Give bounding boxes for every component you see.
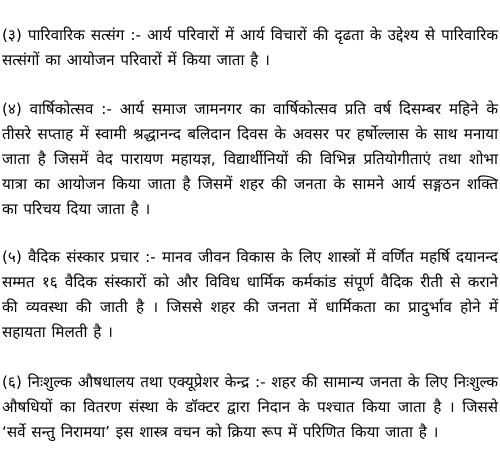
paragraph-vedic-sanskar: (५) वैदिक संस्कार प्रचार :- मानव जीवन विकास के लिए शास्त्रों में वर्णित महर्षि दयानन्द सम्मत १६ वैदिक संस्कारों को और विविध धार्मिक कर्मकांड संपूर्ण वैदिक रीती से कराने की व्यवस्था की जाती है । जिससे शहर की जनता में धार्मिकता का प्रादुर्भाव होने में सहायता मिलती है । bbox=[2, 248, 498, 341]
document-page bbox=[2, 0, 498, 470]
paragraph-family-satsang: (३) पारिवारिक सत्संग :- आर्य परिवारों में आर्य विचारों की दृढता के उद्देश्य से पारिवारिक सत्संगों का आयोजन परिवारों में किया जाता है । bbox=[2, 26, 498, 69]
paragraph-free-dispensary: (६) निःशुल्क औषधालय तथा एक्यूप्रेशर केन्द्र :- शहर की सामान्य जनता के लिए निःशुल्क औषधियों का वितरण संस्था के डॉक्टर द्वारा निदान के पश्चात किया जाता है । जिससे ‘सर्वे सन्तु निरामया’ इस शास्त्र वचन को क्रिया रूप में परिणित किया जाता है । bbox=[2, 373, 498, 441]
paragraph-annual-festival: (४) वार्षिकोत्सव :- आर्य समाज जामनगर का वार्षिकोत्सव प्रति वर्ष दिसम्बर महिने के तीसरे सप्ताह में स्वामी श्रद्धानन्द बलिदान दिवस के अवसर पर हर्षोल्लास के साथ मनाया जाता है जिसमें वेद पारायण महायज्ञ, विद्यार्थीनियों की विभिन्न प्रतियोगीताएं तथा शोभा यात्रा का आयोजन किया जाता है जिसमें शहर की जनता के सामने आर्य सङ्गठन शक्ति का परिचय दिया जाता है । bbox=[2, 100, 498, 218]
